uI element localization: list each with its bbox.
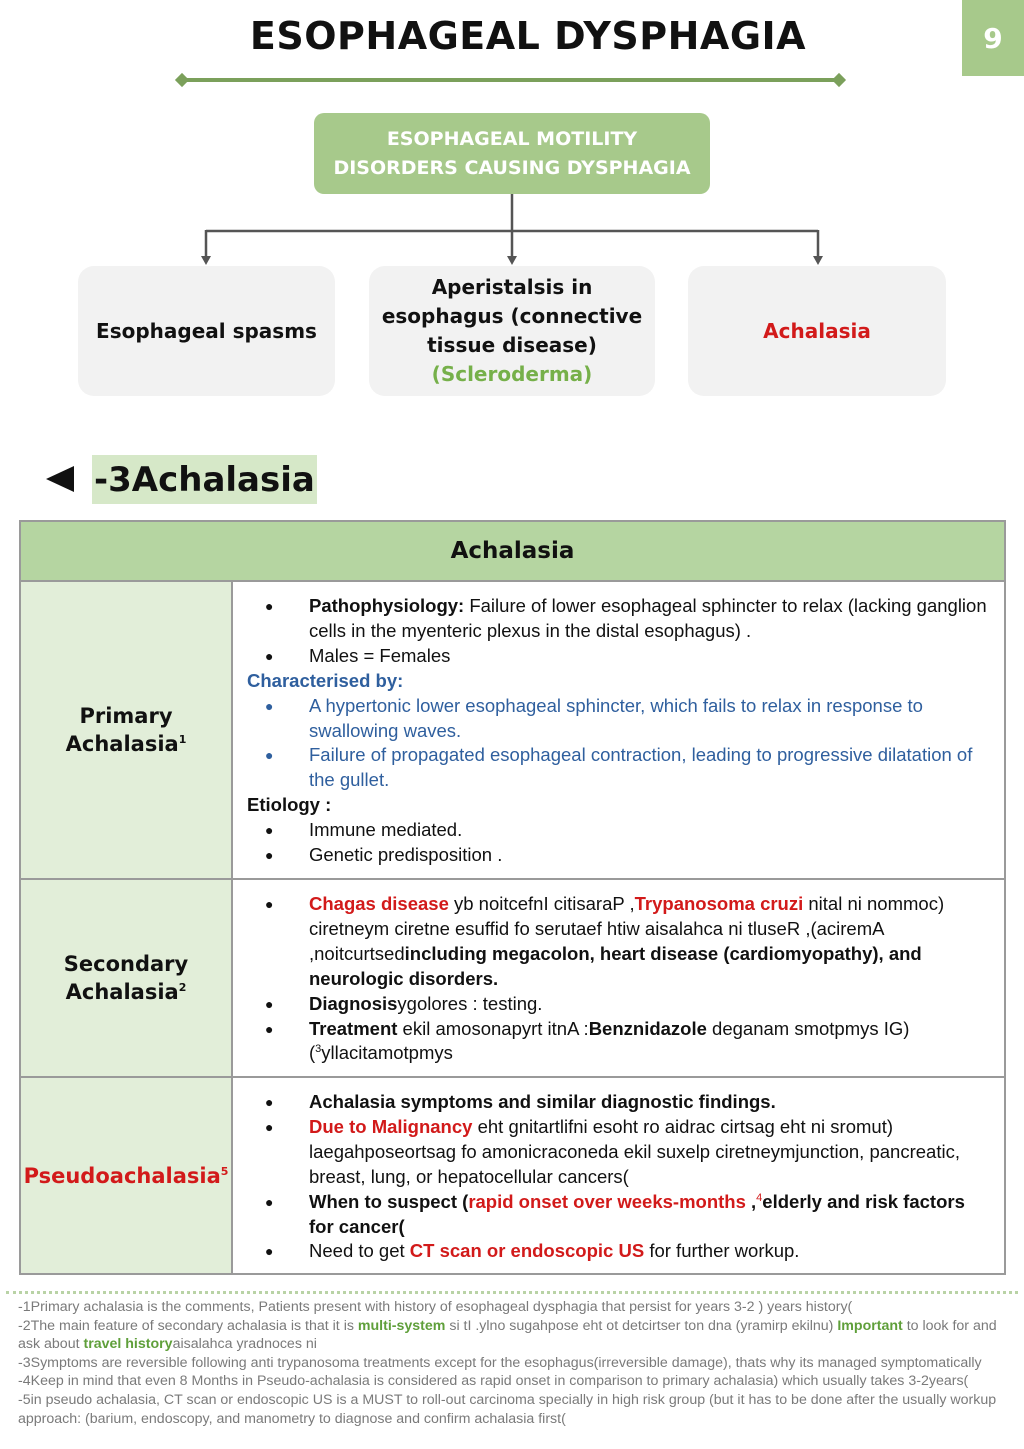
title-underline bbox=[182, 78, 840, 82]
footnote-3: -3Symptoms are reversible following anti trypanosoma treatments except for the esophagus(irreversible damage), thats why its managed symptomatically bbox=[18, 1354, 982, 1371]
table-header bbox=[21, 522, 1004, 582]
diagram-child-achalasia bbox=[688, 266, 946, 396]
underline-right-diamond bbox=[832, 73, 846, 87]
bullet-characteristic-2: ● Failure of propagated esophageal contraction, leading to progressive dilatation of the gullet. bbox=[247, 743, 994, 793]
child-label-line-4: (Scleroderma) bbox=[431, 362, 593, 386]
label-line-1: Secondary bbox=[63, 952, 189, 976]
footnotes bbox=[18, 1298, 1014, 1428]
row-body-secondary bbox=[235, 880, 1004, 1066]
etiology-heading: Etiology : bbox=[247, 794, 332, 816]
diagram-child-aperistalsis bbox=[369, 266, 655, 396]
section-arrow-icon bbox=[46, 466, 74, 492]
achalasia-table bbox=[19, 520, 1006, 1275]
row-label-primary bbox=[21, 582, 233, 878]
page-title: ESOPHAGEAL DYSPHAGIA bbox=[249, 14, 807, 58]
diagram-root-box bbox=[314, 113, 710, 194]
bullet-pathophysiology: ● Pathophysiology: Failure of lower esophageal sphincter to relax (lacking ganglion cells in the myenteric plexus in the distal esophagus) . bbox=[247, 594, 994, 644]
footnote-4: -4Keep in mind that even 8 Months in Pseudo-achalasia is considered as rapid onset in comparison to primary achalasia) which usually takes 3-2years( bbox=[18, 1373, 969, 1390]
bullet-sex-ratio: ● Males = Females bbox=[247, 644, 994, 669]
child-label-line-2: esophagus (connective bbox=[381, 304, 643, 328]
characterised-by-heading: Characterised by: bbox=[247, 669, 404, 691]
bullet-etiology-1: ● Immune mediated. bbox=[247, 818, 994, 843]
bullet-workup: ● Need to get CT scan or endoscopic US for further workup. bbox=[247, 1239, 994, 1264]
bullet-when-to-suspect: ● When to suspect (rapid onset over weeks-months ,$^4$elderly and risk factors for cancer( bbox=[247, 1190, 994, 1240]
label-line-1: Primary bbox=[79, 704, 173, 728]
label-line-1: Pseudoachalasia$^5$ bbox=[23, 1163, 229, 1188]
root-line-2: DISORDERS CAUSING DYSPHAGIA bbox=[333, 156, 691, 179]
bullet-diagnosis: ● Diagnosisygolores : testing. bbox=[247, 992, 994, 1017]
footnote-2: -2The main feature of secondary achalasia is that it is multi-system si tI .ylno sugahpose eht ot detcirtser ton dna (yramirp ekilnu) Important to look for and ask about travel historyaisalahca yradnoces ni bbox=[18, 1317, 997, 1353]
page-number-badge: 9 bbox=[962, 0, 1024, 76]
footnote-1: -1Primary achalasia is the comments, Patients present with history of esophageal dysphagia that persist for years 3-2 ) years history( bbox=[18, 1299, 853, 1315]
footnote-divider bbox=[6, 1291, 1018, 1294]
footnote-5: -5in pseudo achalasia, CT scan or endoscopic US is a MUST to roll-out carcinoma specially in high risk group (but it has to be done after the usually workup approach: (barium, endoscopy, and manometry to diagnose and confirm achalasia first( bbox=[18, 1391, 997, 1427]
bullet-chagas: ● Chagas disease yb noitcefnI citisaraP ,Trypanosoma cruzi nital ni nommoc) ciretneym ciretne esuffid fo serutaef htiw aisalahca ni tluseR ,(aciremA ,noitcurtsedincluding megacolon, heart disease (cardiomyopathy), and neurologic disorders. bbox=[247, 892, 994, 992]
child-label: Esophageal spasms bbox=[96, 318, 317, 343]
label-line-2: Achalasia$^1$ bbox=[65, 732, 187, 756]
underline-left-diamond bbox=[175, 73, 189, 87]
row-label-secondary bbox=[21, 880, 233, 1076]
table-header-label: Achalasia bbox=[450, 538, 575, 564]
diagram-child-esophageal-spasms bbox=[78, 266, 335, 396]
section-heading: -3Achalasia bbox=[92, 455, 317, 504]
bullet-etiology-2: ● Genetic predisposition . bbox=[247, 843, 994, 868]
table-row-pseudoachalasia bbox=[21, 1078, 1004, 1273]
row-body-primary bbox=[235, 582, 1004, 868]
root-line-1: ESOPHAGEAL MOTILITY bbox=[386, 127, 638, 150]
bullet-treatment: ● Treatment ekil amosonapyrt itnA :Benznidazole deganam smotpmys IG) ($^3$yllacitamotpmys bbox=[247, 1017, 994, 1067]
child-label-line-1: Aperistalsis in bbox=[431, 275, 593, 299]
row-body-pseudoachalasia bbox=[235, 1078, 1004, 1264]
bullet-symptoms: ● Achalasia symptoms and similar diagnostic findings. bbox=[247, 1090, 994, 1115]
bullet-malignancy: ● Due to Malignancy eht gnitartlifni esoht ro aidrac cirtsag eht ni sromut) laegahposeortsag fo amonicraconeda ekil suxelp ciretneymjunction, pancreatic, breast, lung, or hepatocellular cancers( bbox=[247, 1115, 994, 1190]
table-row-primary bbox=[21, 582, 1004, 880]
child-label-line-3: tissue disease) bbox=[427, 333, 597, 357]
bullet-characteristic-1: ● A hypertonic lower esophageal sphincter, which fails to relax in response to swallowing waves. bbox=[247, 694, 994, 744]
child-label: Achalasia bbox=[763, 318, 871, 343]
row-label-pseudoachalasia bbox=[21, 1078, 233, 1273]
table-row-secondary bbox=[21, 880, 1004, 1078]
label-line-2: Achalasia$^2$ bbox=[65, 980, 187, 1004]
